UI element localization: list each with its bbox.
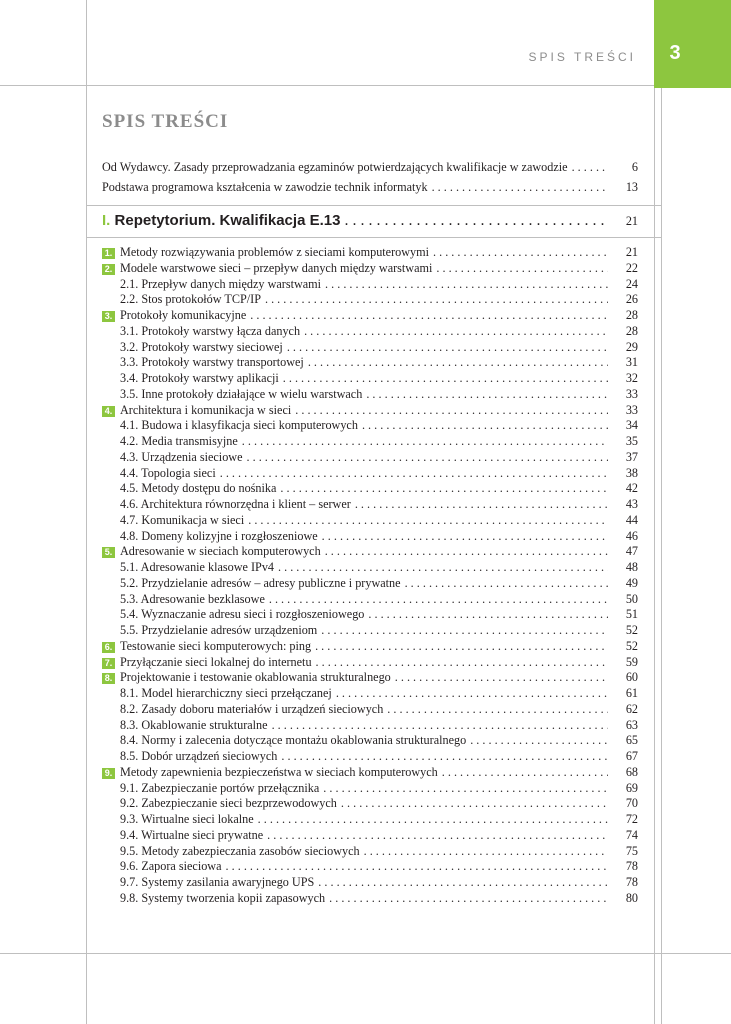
leader-dots	[265, 292, 608, 308]
toc-entry-label: 9.5. Metody zabezpieczania zasobów sieciowych	[120, 843, 360, 858]
toc-entry-page: 6	[631, 160, 638, 174]
toc-entry-label: 9.3. Wirtualne sieci lokalne	[120, 812, 254, 826]
leader-dots	[432, 180, 608, 196]
chapter-entry[interactable]	[102, 655, 638, 671]
toc-entry-label: 4.6. Architektura równorzędna i klient – serwer	[120, 497, 351, 511]
toc-entry-page: 31	[625, 355, 638, 370]
toc-entry-label: 8.3. Okablowanie strukturalne	[120, 717, 268, 732]
section-entry[interactable]	[102, 859, 638, 875]
toc-entry-page: 21	[625, 245, 638, 259]
toc-entry-label: 3.4. Protokoły warstwy aplikacji	[120, 371, 279, 385]
section-entry[interactable]	[102, 576, 638, 592]
part-top-rule	[86, 205, 661, 206]
toc-entry-label: Modele warstwowe sieci – przepływ danych między warstwami	[120, 260, 433, 275]
section-entry[interactable]	[102, 497, 638, 513]
toc-entry-label: 8.5. Dobór urządzeń sieciowych	[120, 749, 278, 763]
toc-entry-page: 68	[625, 764, 638, 779]
outer-margin-rule	[661, 88, 662, 1024]
chapter-number-badge: 7.	[102, 658, 115, 669]
toc-entry-page: 34	[625, 418, 638, 433]
toc-entry-page: 24	[625, 276, 638, 291]
toc-entry-page: 52	[625, 623, 638, 637]
toc-entry-label: 4.2. Media transmisyjne	[120, 434, 238, 448]
part-title: Repetytorium. Kwalifikacja E.13	[114, 212, 341, 229]
part-page: 21	[625, 214, 638, 228]
toc-entry-label: 9.8. Systemy tworzenia kopii zapasowych	[120, 890, 326, 905]
section-entry[interactable]	[102, 418, 638, 434]
leader-dots	[362, 418, 608, 434]
page-number: 3	[669, 42, 681, 64]
toc-entry-label: 4.5. Metody dostępu do nośnika	[120, 481, 277, 496]
leader-dots	[318, 875, 608, 891]
section-entry[interactable]	[102, 592, 638, 608]
section-entry[interactable]	[102, 513, 638, 529]
section-entry[interactable]	[102, 686, 638, 702]
leader-dots	[315, 639, 608, 655]
toc-entry-page: 78	[625, 859, 638, 874]
leader-dots	[267, 828, 608, 844]
toc-entry-label: 4.3. Urządzenia sieciowe	[120, 449, 243, 464]
toc-entry-page: 44	[625, 512, 638, 527]
toc-entry[interactable]	[102, 180, 638, 200]
section-entry[interactable]	[102, 324, 638, 340]
toc-entry-label: 3.1. Protokoły warstwy łącza danych	[120, 323, 301, 338]
section-entry[interactable]	[102, 434, 638, 450]
section-entry[interactable]	[102, 891, 638, 907]
toc-entry-label: 9.1. Zabezpieczanie portów przełącznika	[120, 780, 320, 795]
toc-entry-page: 75	[625, 843, 638, 858]
toc-entry-label: 8.2. Zasady doboru materiałów i urządzeń sieciowych	[120, 701, 384, 716]
leader-dots	[442, 765, 608, 781]
toc-entry-page: 48	[625, 560, 638, 574]
section-entry[interactable]	[102, 828, 638, 844]
leader-dots	[321, 623, 608, 639]
leader-dots	[322, 529, 608, 545]
leader-dots	[248, 513, 608, 529]
toc-entry-label: 5.5. Przydzielanie adresów urządzeniom	[120, 623, 318, 637]
section-entry[interactable]	[102, 733, 638, 749]
toc-entry-label: 3.2. Protokoły warstwy sieciowej	[120, 339, 283, 354]
section-entry[interactable]	[102, 812, 638, 828]
toc-entry-page: 33	[625, 402, 638, 417]
chapter-number-badge: 2.	[102, 264, 115, 275]
header-rule	[0, 85, 654, 86]
toc-entry-label: 5.2. Przydzielanie adresów – adresy publiczne i prywatne	[120, 575, 401, 590]
page-title: SPIS TREŚCI	[102, 111, 229, 132]
toc-entry-label: 9.6. Zapora sieciowa	[120, 859, 222, 874]
toc-entry-label: Architektura i komunikacja w sieci	[120, 402, 292, 417]
toc-entry-page: 46	[625, 528, 638, 543]
leader-dots	[316, 655, 608, 671]
section-entry[interactable]	[102, 277, 638, 293]
leader-dots	[355, 497, 608, 513]
part-heading[interactable]	[102, 212, 638, 230]
leader-dots	[329, 891, 608, 907]
leader-dots	[341, 796, 608, 812]
toc-entry-page: 33	[625, 386, 638, 401]
toc-entry-page: 62	[625, 701, 638, 716]
section-entry[interactable]	[102, 450, 638, 466]
chapter-entry[interactable]	[102, 765, 638, 781]
toc-entry-label: 5.1. Adresowanie klasowe IPv4	[120, 560, 275, 574]
toc-entry-page: 42	[625, 481, 638, 496]
chapter-number-badge: 4.	[102, 406, 115, 417]
leader-dots	[395, 670, 608, 686]
chapter-number-badge: 1.	[102, 248, 115, 259]
toc-entry-label: Testowanie sieci komputerowych: ping	[120, 638, 312, 653]
leader-dots	[247, 450, 609, 466]
toc-entry-page: 47	[625, 544, 638, 559]
section-entry[interactable]	[102, 529, 638, 545]
toc-entry-label: 8.4. Normy i zalecenia dotyczące montażu okablowania strukturalnego	[120, 733, 467, 748]
toc-entry-page: 32	[625, 371, 638, 385]
leader-dots	[405, 576, 608, 592]
toc-entry-page: 74	[625, 827, 638, 842]
part-heading-label	[102, 212, 340, 229]
section-entry[interactable]	[102, 387, 638, 403]
toc-entry-label: 4.4. Topologia sieci	[120, 465, 216, 480]
toc-entry-label: 5.4. Wyznaczanie adresu sieci i rozgłoszeniowego	[120, 607, 365, 622]
leader-dots	[242, 434, 608, 450]
toc-entry-label: Adresowanie w sieciach komputerowych	[120, 544, 321, 559]
leader-dots	[364, 844, 608, 860]
toc-entry-label: 9.2. Zabezpieczanie sieci bezprzewodowych	[120, 796, 337, 811]
toc-entry-label: Od Wydawcy. Zasady przeprowadzania egzaminów potwierdzających kwalifikacje w zawodzie	[102, 160, 568, 174]
toc-entry-page: 29	[625, 339, 638, 354]
leader-dots	[278, 560, 608, 576]
toc-entry-label: 3.5. Inne protokoły działające w wielu warstwach	[120, 386, 363, 401]
toc-entry-page: 38	[625, 465, 638, 480]
toc-entry-label: 4.1. Budowa i klasyfikacja sieci komputerowych	[120, 418, 358, 433]
toc-entry-page: 50	[625, 591, 638, 606]
leader-dots	[470, 733, 608, 749]
toc-entry-page: 52	[625, 638, 638, 653]
chapter-entry[interactable]	[102, 308, 638, 324]
chapter-entry[interactable]	[102, 245, 638, 261]
section-entry[interactable]	[102, 355, 638, 371]
chapter-number-badge: 9.	[102, 768, 115, 779]
toc-entry-page: 37	[625, 449, 638, 464]
section-entry[interactable]	[102, 607, 638, 623]
front-matter-list	[102, 160, 638, 200]
chapter-number-badge: 5.	[102, 547, 115, 558]
chapter-entry[interactable]	[102, 544, 638, 560]
leader-dots	[226, 859, 608, 875]
toc-entry-page: 28	[625, 323, 638, 338]
toc-entry-page: 26	[625, 292, 638, 307]
chapter-entry[interactable]	[102, 670, 638, 686]
toc-entry-label: Podstawa programowa kształcenia w zawodzie technik informatyk	[102, 180, 428, 194]
toc-entry-page: 67	[625, 749, 638, 763]
section-entry[interactable]	[102, 875, 638, 891]
toc-entry-page: 70	[625, 796, 638, 811]
section-entry[interactable]	[102, 340, 638, 356]
leader-dots	[368, 607, 608, 623]
toc-entry-page: 43	[625, 497, 638, 511]
section-entry[interactable]	[102, 466, 638, 482]
chapter-entry[interactable]	[102, 403, 638, 419]
toc-entry-page: 49	[625, 575, 638, 590]
section-entry[interactable]	[102, 702, 638, 718]
leader-dots	[287, 340, 608, 356]
leader-dots	[308, 355, 608, 371]
leader-dots	[436, 261, 608, 277]
leader-dots	[336, 686, 608, 702]
chapter-entry[interactable]	[102, 261, 638, 277]
toc-entry-page: 78	[625, 875, 638, 889]
right-margin-rule	[654, 88, 655, 1024]
chapter-number-badge: 3.	[102, 311, 115, 322]
section-entry[interactable]	[102, 844, 638, 860]
leader-dots	[325, 544, 608, 560]
part-bottom-rule	[86, 237, 661, 238]
toc-entry-page: 28	[625, 308, 638, 322]
section-entry[interactable]	[102, 718, 638, 734]
toc-entry-page: 22	[625, 260, 638, 275]
leader-dots	[433, 245, 608, 261]
toc-entry-label: 9.4. Wirtualne sieci prywatne	[120, 827, 264, 842]
running-header: SPIS TREŚCI	[528, 50, 636, 64]
toc-entry-label: Protokoły komunikacyjne	[120, 308, 247, 322]
leader-dots	[304, 324, 608, 340]
toc-entry-page: 35	[625, 434, 638, 448]
toc-entry-page: 61	[625, 686, 638, 700]
toc-entry-page: 60	[625, 670, 638, 685]
leader-dots	[220, 466, 608, 482]
leader-dots	[280, 481, 608, 497]
toc-entry-page: 69	[625, 780, 638, 795]
leader-dots	[323, 781, 608, 797]
leader-dots	[366, 387, 608, 403]
toc-entry-label: 4.7. Komunikacja w sieci	[120, 512, 245, 527]
section-entry[interactable]	[102, 292, 638, 308]
leader-dots	[258, 812, 608, 828]
leader-dots	[272, 718, 608, 734]
toc-entry-label: 9.7. Systemy zasilania awaryjnego UPS	[120, 875, 315, 889]
chapter-number-badge: 8.	[102, 673, 115, 684]
toc-entry-label: 4.8. Domeny kolizyjne i rozgłoszeniowe	[120, 528, 318, 543]
leader-dots	[250, 308, 608, 324]
leader-dots	[325, 277, 608, 293]
toc-entry-label: Metody rozwiązywania problemów z sieciami komputerowymi	[120, 245, 430, 259]
section-entry[interactable]	[102, 749, 638, 765]
toc-entry[interactable]	[102, 160, 638, 180]
toc-entry-page: 59	[625, 654, 638, 669]
part-roman-numeral: I.	[102, 212, 111, 229]
left-margin-rule	[86, 0, 87, 1024]
section-entry[interactable]	[102, 781, 638, 797]
leader-dots	[269, 592, 608, 608]
toc-entry-label: 2.1. Przepływ danych między warstwami	[120, 276, 322, 291]
leader-dots	[572, 160, 608, 176]
leader-dots	[295, 403, 608, 419]
toc-entry-label: Metody zapewnienia bezpieczeństwa w sieciach komputerowych	[120, 764, 438, 779]
leader-dots	[283, 371, 608, 387]
toc-entry-page: 13	[625, 180, 638, 194]
section-entry[interactable]	[102, 371, 638, 387]
toc-entry-page: 65	[625, 733, 638, 748]
toc-entry-page: 51	[625, 607, 638, 622]
chapter-list	[102, 245, 638, 907]
toc-entry-page: 80	[625, 890, 638, 905]
chapter-number-badge: 6.	[102, 642, 115, 653]
chapter-entry[interactable]	[102, 639, 638, 655]
toc-entry-label: 5.3. Adresowanie bezklasowe	[120, 591, 265, 606]
leader-dots	[344, 212, 608, 230]
footer-rule	[0, 953, 731, 954]
toc-entry-label: Przyłączanie sieci lokalnej do internetu	[120, 654, 312, 669]
toc-entry-label: 3.3. Protokoły warstwy transportowej	[120, 355, 304, 370]
section-entry[interactable]	[102, 623, 638, 639]
section-entry[interactable]	[102, 481, 638, 497]
leader-dots	[281, 749, 608, 765]
toc-entry-label: 2.2. Stos protokołów TCP/IP	[120, 292, 261, 307]
toc-entry-label: 8.1. Model hierarchiczny sieci przełączanej	[120, 686, 332, 700]
leader-dots	[387, 702, 608, 718]
toc-entry-page: 72	[625, 812, 638, 826]
toc-entry-page: 63	[625, 717, 638, 732]
toc-entry-label: Projektowanie i testowanie okablowania strukturalnego	[120, 670, 391, 685]
section-entry[interactable]	[102, 560, 638, 576]
section-entry[interactable]	[102, 796, 638, 812]
